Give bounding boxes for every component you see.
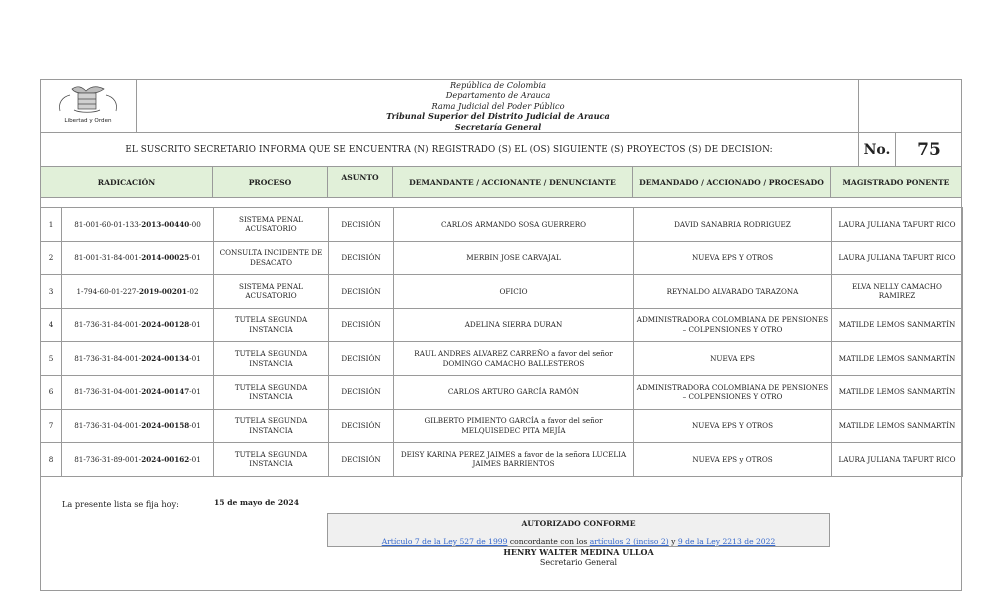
legal-text-1: concordante con los <box>507 537 590 546</box>
radicacion-cell <box>62 275 214 309</box>
radicacion-number: 2024-00128 <box>141 320 190 330</box>
demandado-cell: REYNALDO ALVARADO TARAZONA <box>634 275 832 309</box>
magistrado-cell: LAURA JULIANA TAFURT RICO <box>832 208 963 242</box>
header-line-5: Secretaría General <box>454 121 542 132</box>
proceso-cell: SISTEMA PENAL ACUSATORIO <box>214 275 329 309</box>
numero-value: 75 <box>917 139 941 160</box>
demandado-cell: ADMINISTRADORA COLOMBIANA DE PENSIONES – COLPENSIONES Y OTRO <box>634 308 832 342</box>
radicacion-prefix: 81-736-31-84-001- <box>74 353 142 363</box>
demandado-cell: DAVID SANABRIA RODRIGUEZ <box>634 208 832 242</box>
demandado-cell: NUEVA EPS Y OTROS <box>634 409 832 443</box>
fija-label: La presente lista se fija hoy: <box>62 499 179 509</box>
table-row <box>41 409 963 443</box>
radicacion-suffix: -01 <box>189 387 201 397</box>
col-asunto: ASUNTO <box>327 166 393 198</box>
radicacion-number: 2013-00440 <box>141 219 190 229</box>
radicacion-number: 2024-00134 <box>141 353 190 363</box>
radicacion-number: 2019-00201 <box>138 286 187 296</box>
radicacion-number: 2024-00162 <box>141 454 190 464</box>
radicacion-suffix: -01 <box>189 253 201 263</box>
row-number: 3 <box>41 275 62 309</box>
radicacion-suffix: -01 <box>189 353 201 363</box>
radicacion-suffix: -01 <box>189 421 201 431</box>
proceso-cell: TUTELA SEGUNDA INSTANCIA <box>214 409 329 443</box>
demandado-cell: NUEVA EPS y OTROS <box>634 443 832 477</box>
logo-caption: Libertad y Orden <box>64 118 112 124</box>
radicacion-cell <box>62 375 214 409</box>
magistrado-cell: LAURA JULIANA TAFURT RICO <box>832 443 963 477</box>
radicacion-suffix: -00 <box>189 219 201 229</box>
row-number: 2 <box>41 241 62 275</box>
radicacion-prefix: 81-736-31-89-001- <box>74 454 142 464</box>
link-articulos-2[interactable]: artículos 2 (inciso 2) <box>589 537 669 546</box>
asunto-cell: DECISIÓN <box>329 375 394 409</box>
demandado-cell: NUEVA EPS Y OTROS <box>634 241 832 275</box>
radicacion-suffix: -01 <box>189 454 201 464</box>
demandante-cell: GILBERTO PIMIENTO GARCÍA a favor del señor MELQUISEDEC PITA MEJÍA <box>394 409 634 443</box>
asunto-cell: DECISIÓN <box>329 241 394 275</box>
asunto-cell: DECISIÓN <box>329 275 394 309</box>
demandante-cell: OFICIO <box>394 275 634 309</box>
legal-text-2: y <box>668 537 678 546</box>
radicacion-number: 2024-00158 <box>141 421 190 431</box>
col-demandante: DEMANDANTE / ACCIONANTE / DENUNCIANTE <box>392 166 633 198</box>
link-ley-2213[interactable]: 9 de la Ley 2213 de 2022 <box>677 537 776 546</box>
proceso-cell: CONSULTA INCIDENTE DE DESACATO <box>214 241 329 275</box>
asunto-cell: DECISIÓN <box>329 308 394 342</box>
table-row <box>41 241 963 275</box>
table-row <box>41 275 963 309</box>
demandante-cell: CARLOS ARMANDO SOSA GUERRERO <box>394 208 634 242</box>
magistrado-cell: ELVA NELLY CAMACHO RAMIREZ <box>832 275 963 309</box>
radicacion-suffix: -02 <box>186 286 199 296</box>
row-number: 6 <box>41 375 62 409</box>
radicacion-prefix: 81-736-31-04-001- <box>74 387 142 397</box>
radicacion-prefix: 81-736-31-04-001- <box>74 421 142 431</box>
header-right-cell <box>858 79 962 132</box>
signer-title: Secretario General <box>539 558 618 567</box>
magistrado-cell: MATILDE LEMOS SANMARTÍN <box>832 342 963 376</box>
demandado-cell: ADMINISTRADORA COLOMBIANA DE PENSIONES – COLPENSIONES Y OTRO <box>634 375 832 409</box>
informe-text: EL SUSCRITO SECRETARIO INFORMA QUE SE ENCUENTRA (N) REGISTRADO (S) EL (OS) SIGUIENTE (S) PROYECTOS (S) DE DECISION: <box>125 144 773 155</box>
magistrado-cell: LAURA JULIANA TAFURT RICO <box>832 241 963 275</box>
radicacion-cell <box>62 443 214 477</box>
proceso-cell: TUTELA SEGUNDA INSTANCIA <box>214 375 329 409</box>
demandante-cell: DEISY KARINA PEREZ JAIMES a favor de la señora LUCELIA JAIMES BARRIENTOS <box>394 443 634 477</box>
numero-label: No. <box>858 133 896 166</box>
decisions-table <box>40 207 963 477</box>
header-line-4: Tribunal Superior del Distrito Judicial de Arauca <box>386 111 610 122</box>
col-magistrado: MAGISTRADO PONENTE <box>830 166 962 198</box>
radicacion-cell <box>62 241 214 275</box>
radicacion-prefix: 81-001-31-84-001- <box>74 253 142 263</box>
demandante-cell: ADELINA SIERRA DURAN <box>394 308 634 342</box>
court-header <box>137 79 859 132</box>
demandante-cell: MERBIN JOSE CARVAJAL <box>394 241 634 275</box>
header-line-2: Departamento de Arauca <box>445 90 551 101</box>
radicacion-prefix: 81-736-31-84-001- <box>74 320 142 330</box>
demandado-cell: NUEVA EPS <box>634 342 832 376</box>
asunto-cell: DECISIÓN <box>329 409 394 443</box>
asunto-cell: DECISIÓN <box>329 208 394 242</box>
proceso-cell: TUTELA SEGUNDA INSTANCIA <box>214 443 329 477</box>
col-proceso: PROCESO <box>212 166 328 198</box>
authorization-legal-basis <box>327 537 830 546</box>
proceso-cell: TUTELA SEGUNDA INSTANCIA <box>214 342 329 376</box>
row-number: 5 <box>41 342 62 376</box>
col-radicacion: RADICACIÓN <box>40 166 213 198</box>
radicacion-cell <box>62 342 214 376</box>
table-row <box>41 375 963 409</box>
proceso-cell: SISTEMA PENAL ACUSATORIO <box>214 208 329 242</box>
coat-of-arms-cell <box>40 79 137 132</box>
radicacion-cell <box>62 208 214 242</box>
authorization-title: AUTORIZADO CONFORME <box>521 519 636 528</box>
magistrado-cell: MATILDE LEMOS SANMARTÍN <box>832 308 963 342</box>
coat-of-arms-icon <box>40 79 137 132</box>
row-number: 8 <box>41 443 62 477</box>
header-line-1: República de Colombia <box>449 80 546 90</box>
radicacion-cell <box>62 409 214 443</box>
col-demandado: DEMANDADO / ACCIONADO / PROCESADO <box>632 166 831 198</box>
asunto-cell: DECISIÓN <box>329 443 394 477</box>
row-number: 7 <box>41 409 62 443</box>
row-number: 1 <box>41 208 62 242</box>
table-row <box>41 342 963 376</box>
fija-date: 15 de mayo de 2024 <box>214 498 299 507</box>
demandante-cell: RAUL ANDRES ALVAREZ CARREÑO a favor del señor DOMINGO CAMACHO BALLESTEROS <box>394 342 634 376</box>
table-row <box>41 443 963 477</box>
link-ley-527[interactable]: Artículo 7 de la Ley 527 de 1999 <box>381 537 508 546</box>
radicacion-number: 2024-00147 <box>141 387 190 397</box>
table-row <box>41 208 963 242</box>
signer-name: HENRY WALTER MEDINA ULLOA <box>503 547 654 557</box>
magistrado-cell: MATILDE LEMOS SANMARTÍN <box>832 375 963 409</box>
asunto-cell: DECISIÓN <box>329 342 394 376</box>
proceso-cell: TUTELA SEGUNDA INSTANCIA <box>214 308 329 342</box>
radicacion-suffix: -01 <box>189 320 201 330</box>
radicacion-prefix: 1-794-60-01-227- <box>76 286 139 296</box>
radicacion-cell <box>62 308 214 342</box>
table-row <box>41 308 963 342</box>
demandante-cell: CARLOS ARTURO GARCÍA RAMÓN <box>394 375 634 409</box>
radicacion-number: 2014-00025 <box>141 253 190 263</box>
row-number: 4 <box>41 308 62 342</box>
magistrado-cell: MATILDE LEMOS SANMARTÍN <box>832 409 963 443</box>
radicacion-prefix: 81-001-60-01-133- <box>74 219 142 229</box>
header-line-3: Rama Judicial del Poder Público <box>431 100 565 111</box>
